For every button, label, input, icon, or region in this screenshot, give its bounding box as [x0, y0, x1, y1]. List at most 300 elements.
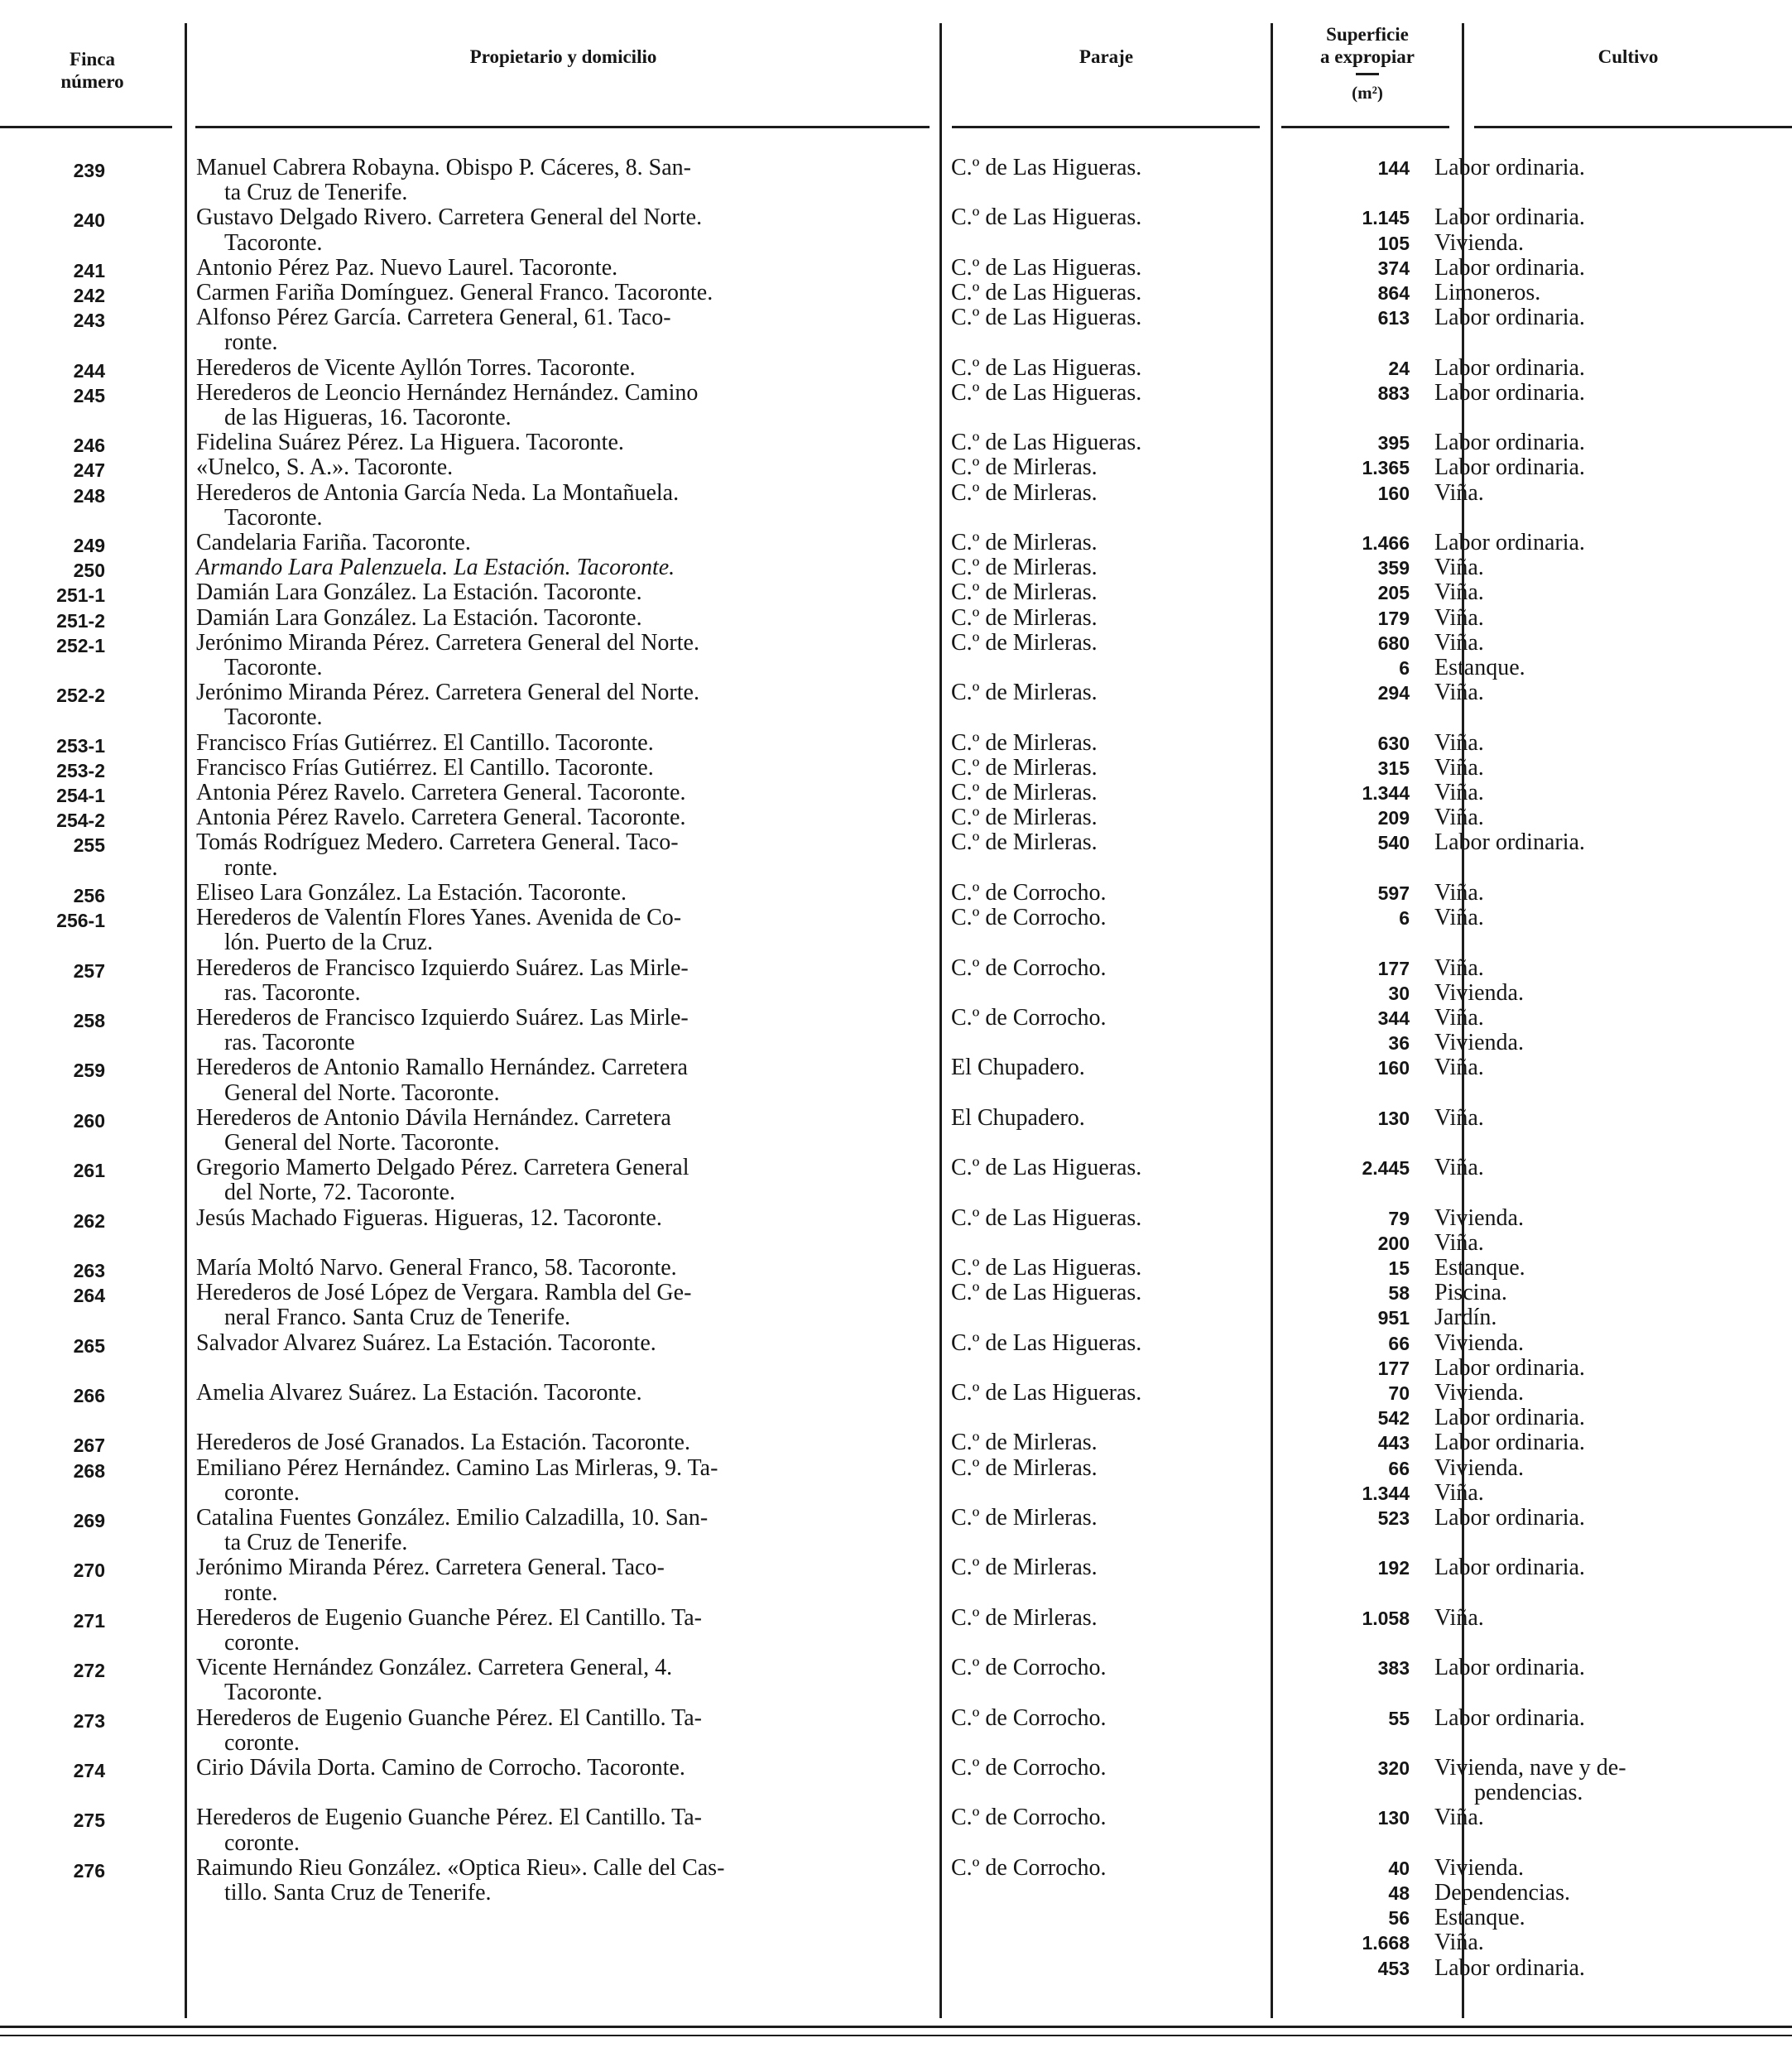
- owner-address: [186, 455, 939, 480]
- paraje: El Chupadero.: [951, 1055, 1085, 1081]
- owner-address: [186, 281, 939, 305]
- paraje: C.º de Las Higueras.: [951, 379, 1142, 406]
- finca-number: 256: [73, 884, 105, 906]
- owner-address: [186, 205, 939, 255]
- cultivo: [1420, 1106, 1792, 1156]
- cultivo: [1420, 731, 1792, 756]
- finca-number: 254-1: [56, 785, 105, 807]
- bottom-rule-bottom: [0, 2035, 1792, 2036]
- cultivo: [1420, 430, 1792, 455]
- owner-line: Francisco Frías Gutiérrez. El Cantillo. Tacoronte.: [196, 729, 654, 756]
- cultivo-value: Vivienda.: [1434, 1329, 1524, 1356]
- superficie-value: 1.466: [1362, 532, 1410, 555]
- cultivo-value: Labor ordinaria.: [1434, 1954, 1585, 1981]
- header-cultivo-label: Cultivo: [1597, 46, 1659, 67]
- owner-line: Tacoronte.: [224, 704, 323, 731]
- paraje: El Chupadero.: [951, 1104, 1085, 1131]
- table-row: [0, 481, 1792, 531]
- expropiation-table: [0, 156, 1792, 1981]
- table-row: [0, 1456, 1792, 1506]
- cultivo: [1420, 381, 1792, 430]
- cultivo: [1420, 305, 1792, 355]
- superficie: [1271, 881, 1420, 906]
- paraje: C.º de Mirleras.: [951, 729, 1098, 756]
- owner-line: Herederos de Antonia García Neda. La Montañuela.: [196, 479, 680, 506]
- superficie-value: 630: [1377, 732, 1410, 754]
- table-row: [0, 205, 1792, 255]
- owner-line: Candelaria Fariña. Tacoronte.: [196, 530, 471, 556]
- owner-line: Cirio Dávila Dorta. Camino de Corrocho. Tacoronte.: [196, 1755, 685, 1781]
- superficie: [1271, 631, 1420, 680]
- owner-address: [186, 1606, 939, 1656]
- superficie-value: 883: [1377, 382, 1410, 404]
- cultivo: [1420, 1456, 1792, 1506]
- superficie-value: 30: [1388, 982, 1410, 1004]
- owner-address: [186, 531, 939, 555]
- finca-number: 271: [73, 1609, 105, 1632]
- cultivo-value: Labor ordinaria.: [1434, 1405, 1585, 1431]
- cultivo-value: Labor ordinaria.: [1434, 379, 1585, 406]
- superficie: [1271, 1256, 1420, 1281]
- cultivo: [1420, 756, 1792, 781]
- finca-number: 242: [73, 285, 105, 307]
- cultivo-value: Viña.: [1434, 1004, 1484, 1031]
- owner-line: Antonia Pérez Ravelo. Carretera General. Tacoronte.: [196, 780, 686, 806]
- finca-number: 260: [73, 1109, 105, 1132]
- owner-address: [186, 956, 939, 1006]
- superficie-value: 105: [1377, 232, 1410, 254]
- superficie: [1271, 1756, 1420, 1805]
- finca-number: 253-2: [56, 759, 105, 781]
- owner-address: [186, 1430, 939, 1455]
- finca-number: 246: [73, 435, 105, 457]
- table-row: [0, 580, 1792, 605]
- cultivo: [1420, 455, 1792, 480]
- cultivo: [1420, 156, 1792, 205]
- paraje: C.º de Mirleras.: [951, 780, 1098, 806]
- cultivo-value: Viña.: [1434, 1104, 1484, 1131]
- cultivo-value: Vivienda.: [1434, 1454, 1524, 1481]
- cultivo-value: Labor ordinaria.: [1434, 155, 1585, 180]
- cultivo-value: Piscina.: [1434, 1280, 1507, 1306]
- superficie-value: 395: [1377, 432, 1410, 454]
- cultivo: [1420, 356, 1792, 381]
- header-superficie-dash: [1356, 73, 1379, 75]
- cultivo: [1420, 881, 1792, 906]
- cultivo: [1420, 680, 1792, 730]
- owner-line: Salvador Alvarez Suárez. La Estación. Tacoronte.: [196, 1329, 656, 1356]
- cultivo: [1420, 781, 1792, 805]
- table-row: [0, 1706, 1792, 1756]
- finca-number: 248: [73, 484, 105, 507]
- paraje: C.º de Mirleras.: [951, 530, 1098, 556]
- table-row: [0, 956, 1792, 1006]
- owner-line: Antonia Pérez Ravelo. Carretera General. Tacoronte.: [196, 805, 686, 831]
- header-rule-superficie: [1281, 126, 1449, 128]
- superficie-value: 177: [1377, 957, 1410, 979]
- owner-line: Jesús Machado Figueras. Higueras, 12. Tacoronte.: [196, 1204, 662, 1231]
- cultivo: [1420, 1805, 1792, 1855]
- owner-line: Gregorio Mamerto Delgado Pérez. Carretera General: [196, 1155, 689, 1181]
- superficie: [1271, 356, 1420, 381]
- cultivo-value: Estanque.: [1434, 1905, 1525, 1931]
- cultivo-value: Vivienda.: [1434, 229, 1524, 256]
- cultivo-value: Jardín.: [1434, 1305, 1497, 1331]
- superficie-value: 1.145: [1362, 207, 1410, 229]
- owner-address: [186, 256, 939, 281]
- table-row: [0, 1256, 1792, 1281]
- owner-address: [186, 756, 939, 781]
- cultivo: [1420, 1256, 1792, 1281]
- superficie: [1271, 1331, 1420, 1381]
- owner-line: General del Norte. Tacoronte.: [224, 1129, 500, 1156]
- superficie-value: 864: [1377, 282, 1410, 305]
- paraje: C.º de Mirleras.: [951, 829, 1098, 856]
- superficie: [1271, 1055, 1420, 1105]
- superficie: [1271, 481, 1420, 531]
- owner-address: [186, 305, 939, 355]
- cultivo: [1420, 1856, 1792, 1981]
- cultivo-value: Labor ordinaria.: [1434, 1555, 1585, 1581]
- cultivo-value: Vivienda.: [1434, 1204, 1524, 1231]
- cultivo-value: Viña.: [1434, 1155, 1484, 1181]
- owner-line: María Moltó Narvo. General Franco, 58. Tacoronte.: [196, 1254, 677, 1281]
- superficie: [1271, 731, 1420, 756]
- cultivo-value: Estanque.: [1434, 655, 1525, 681]
- cultivo: [1420, 1506, 1792, 1555]
- table-row: [0, 1856, 1792, 1981]
- cultivo: [1420, 580, 1792, 605]
- paraje: C.º de Corrocho.: [951, 1655, 1107, 1681]
- owner-address: [186, 555, 939, 580]
- table-row: [0, 1156, 1792, 1205]
- paraje: C.º de Mirleras.: [951, 555, 1098, 581]
- table-row: [0, 1055, 1792, 1105]
- superficie-value: 130: [1377, 1807, 1410, 1829]
- cultivo-value: Viña.: [1434, 680, 1484, 706]
- table-row: [0, 1281, 1792, 1330]
- owner-line: Manuel Cabrera Robayna. Obispo P. Cáceres, 8. San-: [196, 155, 691, 180]
- table-row: [0, 531, 1792, 555]
- superficie-value: 344: [1377, 1007, 1410, 1029]
- owner-line: Tomás Rodríguez Medero. Carretera General. Taco-: [196, 829, 679, 856]
- paraje: C.º de Mirleras.: [951, 629, 1098, 656]
- owner-address: [186, 1856, 939, 1981]
- finca-number: 251-1: [56, 584, 105, 607]
- owner-address: [186, 781, 939, 805]
- cultivo-value: Viña.: [1434, 905, 1484, 931]
- cultivo-value: Labor ordinaria.: [1434, 1354, 1585, 1381]
- superficie: [1271, 580, 1420, 605]
- superficie-value: 359: [1377, 557, 1410, 579]
- header-rule-finca: [0, 126, 172, 128]
- paraje: C.º de Las Higueras.: [951, 1254, 1142, 1281]
- owner-line: tillo. Santa Cruz de Tenerife.: [224, 1880, 492, 1906]
- table-row: [0, 281, 1792, 305]
- paraje: C.º de Las Higueras.: [951, 254, 1142, 281]
- owner-address: [186, 680, 939, 730]
- owner-address: [186, 580, 939, 605]
- superficie: [1271, 1430, 1420, 1455]
- cultivo-value: Vivienda, nave y de-: [1434, 1755, 1626, 1781]
- owner-line: Damián Lara González. La Estación. Tacoronte.: [196, 579, 642, 606]
- cultivo-value: Estanque.: [1434, 1254, 1525, 1281]
- paraje: C.º de Mirleras.: [951, 754, 1098, 781]
- finca-number: 239: [73, 160, 105, 181]
- table-row: [0, 781, 1792, 805]
- owner-address: [186, 381, 939, 430]
- superficie-value: 315: [1377, 757, 1410, 779]
- paraje: C.º de Corrocho.: [951, 1805, 1107, 1831]
- superficie: [1271, 1156, 1420, 1205]
- owner-address: [186, 830, 939, 880]
- paraje: C.º de Mirleras.: [951, 1555, 1098, 1581]
- owner-line: Herederos de José Granados. La Estación. Tacoronte.: [196, 1430, 690, 1456]
- superficie: [1271, 1555, 1420, 1605]
- finca-number: 249: [73, 535, 105, 557]
- cultivo-value: Viña.: [1434, 954, 1484, 981]
- finca-number: 245: [73, 384, 105, 406]
- owner-address: [186, 1256, 939, 1281]
- table-row: [0, 1606, 1792, 1656]
- superficie-value: 130: [1377, 1107, 1410, 1129]
- cultivo-value: Viña.: [1434, 729, 1484, 756]
- superficie: [1271, 1805, 1420, 1855]
- cultivo: [1420, 631, 1792, 680]
- superficie-value: 597: [1377, 882, 1410, 904]
- superficie-value: 66: [1388, 1332, 1410, 1354]
- cultivo-value: Viña.: [1434, 579, 1484, 606]
- header-rule-paraje: [952, 126, 1260, 128]
- table-row: [0, 906, 1792, 955]
- owner-address: [186, 1331, 939, 1381]
- table-row: [0, 381, 1792, 430]
- table-row: [0, 1331, 1792, 1381]
- owner-line: Eliseo Lara González. La Estación. Tacoronte.: [196, 879, 627, 906]
- cultivo: [1420, 606, 1792, 631]
- cultivo-value: Vivienda.: [1434, 1379, 1524, 1406]
- cultivo-value: Vivienda.: [1434, 1854, 1524, 1881]
- owner-line: «Unelco, S. A.». Tacoronte.: [196, 454, 454, 481]
- cultivo: [1420, 906, 1792, 955]
- superficie-value: 200: [1377, 1232, 1410, 1254]
- finca-number: 261: [73, 1160, 105, 1182]
- paraje: C.º de Las Higueras.: [951, 1329, 1142, 1356]
- cultivo-value: Labor ordinaria.: [1434, 430, 1585, 456]
- cultivo: [1420, 1281, 1792, 1330]
- paraje: C.º de Las Higueras.: [951, 1155, 1142, 1181]
- superficie-value: 453: [1377, 1957, 1410, 1979]
- superficie-value: 160: [1377, 1057, 1410, 1079]
- superficie: [1271, 680, 1420, 730]
- owner-line: Jerónimo Miranda Pérez. Carretera General. Taco-: [196, 1555, 665, 1581]
- owner-address: [186, 731, 939, 756]
- table-row: [0, 555, 1792, 580]
- cultivo-value: Viña.: [1434, 1805, 1484, 1831]
- superficie-value: 542: [1377, 1407, 1410, 1430]
- superficie: [1271, 455, 1420, 480]
- finca-number: 269: [73, 1509, 105, 1531]
- owner-line: Herederos de Eugenio Guanche Pérez. El Cantillo. Ta-: [196, 1604, 702, 1631]
- cultivo-value: Viña.: [1434, 629, 1484, 656]
- superficie-value: 374: [1377, 257, 1410, 279]
- paraje: C.º de Las Higueras.: [951, 1280, 1142, 1306]
- owner-address: [186, 1756, 939, 1805]
- cultivo: [1420, 805, 1792, 830]
- owner-line: coronte.: [224, 1829, 300, 1856]
- cultivo-value: Labor ordinaria.: [1434, 1430, 1585, 1456]
- cultivo-value: Labor ordinaria.: [1434, 254, 1585, 281]
- owner-line: Jerónimo Miranda Pérez. Carretera General del Norte.: [196, 629, 699, 656]
- finca-number: 254-2: [56, 810, 105, 832]
- cultivo: [1420, 555, 1792, 580]
- superficie: [1271, 781, 1420, 805]
- cultivo-value: Labor ordinaria.: [1434, 204, 1585, 231]
- cultivo: [1420, 1606, 1792, 1656]
- cultivo-value: Limoneros.: [1434, 280, 1541, 306]
- table-row: [0, 881, 1792, 906]
- header-finca-line2: número: [60, 71, 124, 92]
- superficie-value: 6: [1399, 907, 1410, 930]
- owner-line: Alfonso Pérez García. Carretera General, 61. Taco-: [196, 305, 671, 331]
- finca-number: 247: [73, 459, 105, 482]
- paraje: C.º de Mirleras.: [951, 805, 1098, 831]
- table-row: [0, 631, 1792, 680]
- cultivo: [1420, 531, 1792, 555]
- superficie-value: 160: [1377, 482, 1410, 504]
- owner-line: Francisco Frías Gutiérrez. El Cantillo. Tacoronte.: [196, 754, 654, 781]
- table-row: [0, 756, 1792, 781]
- superficie-value: 48: [1388, 1882, 1410, 1905]
- owner-line: General del Norte. Tacoronte.: [224, 1079, 500, 1106]
- finca-number: 263: [73, 1259, 105, 1281]
- paraje: C.º de Mirleras.: [951, 680, 1098, 706]
- paraje: C.º de Corrocho.: [951, 954, 1107, 981]
- paraje: C.º de Las Higueras.: [951, 1379, 1142, 1406]
- superficie-value: 523: [1377, 1507, 1410, 1529]
- table-row: [0, 805, 1792, 830]
- superficie-value: 1.058: [1362, 1607, 1410, 1629]
- superficie-value: 1.344: [1362, 782, 1410, 805]
- superficie-value: 66: [1388, 1457, 1410, 1479]
- owner-address: [186, 1206, 939, 1256]
- table-row: [0, 1805, 1792, 1855]
- owner-line: ronte.: [224, 329, 278, 356]
- superficie: [1271, 1281, 1420, 1330]
- superficie: [1271, 281, 1420, 305]
- paraje: C.º de Mirleras.: [951, 579, 1098, 606]
- owner-address: [186, 1506, 939, 1555]
- finca-number: 252-1: [56, 634, 105, 656]
- owner-line: Carmen Fariña Domínguez. General Franco. Tacoronte.: [196, 280, 713, 306]
- owner-line: lón. Puerto de la Cruz.: [224, 930, 433, 956]
- superficie-value: 56: [1388, 1907, 1410, 1930]
- table-row: [0, 731, 1792, 756]
- cultivo: [1420, 205, 1792, 255]
- paraje: C.º de Corrocho.: [951, 1755, 1107, 1781]
- superficie-value: 40: [1388, 1857, 1410, 1879]
- paraje: C.º de Las Higueras.: [951, 1204, 1142, 1231]
- superficie: [1271, 1206, 1420, 1256]
- finca-number: 273: [73, 1709, 105, 1732]
- table-row: [0, 606, 1792, 631]
- owner-address: [186, 156, 939, 205]
- paraje: C.º de Mirleras.: [951, 1430, 1098, 1456]
- owner-line: del Norte, 72. Tacoronte.: [224, 1180, 455, 1206]
- paraje: C.º de Corrocho.: [951, 879, 1107, 906]
- cultivo-value: Labor ordinaria.: [1434, 1655, 1585, 1681]
- cultivo-value: Labor ordinaria.: [1434, 1504, 1585, 1531]
- finca-number: 266: [73, 1384, 105, 1406]
- table-row: [0, 256, 1792, 281]
- finca-number: 276: [73, 1859, 105, 1882]
- header-propietario-label: Propietario y domicilio: [469, 46, 657, 67]
- cultivo-value: Viña.: [1434, 555, 1484, 581]
- finca-number: 240: [73, 209, 105, 232]
- superficie-value: 58: [1388, 1282, 1410, 1305]
- owner-address: [186, 1106, 939, 1156]
- cultivo: [1420, 1656, 1792, 1705]
- owner-line: Fidelina Suárez Pérez. La Higuera. Tacoronte.: [196, 430, 624, 456]
- superficie-value: 1.668: [1362, 1932, 1410, 1954]
- header-finca: [0, 48, 185, 93]
- table-row: [0, 305, 1792, 355]
- owner-line: ras. Tacoronte: [224, 1030, 355, 1056]
- cultivo-value: Viña.: [1434, 754, 1484, 781]
- superficie-value: 36: [1388, 1032, 1410, 1055]
- owner-address: [186, 631, 939, 680]
- owner-line: Herederos de Antonio Ramallo Hernández. Carretera: [196, 1055, 688, 1081]
- owner-line: Herederos de Leoncio Hernández Hernández. Camino: [196, 379, 699, 406]
- owner-address: [186, 1805, 939, 1855]
- owner-line: Herederos de Valentín Flores Yanes. Avenida de Co-: [196, 905, 682, 931]
- owner-line: ta Cruz de Tenerife.: [224, 180, 408, 206]
- header-paraje: [942, 46, 1271, 68]
- owner-address: [186, 356, 939, 381]
- owner-line: Herederos de Eugenio Guanche Pérez. El Cantillo. Ta-: [196, 1704, 702, 1731]
- owner-address: [186, 1055, 939, 1105]
- paraje: C.º de Las Higueras.: [951, 305, 1142, 331]
- superficie: [1271, 1656, 1420, 1705]
- superficie: [1271, 1006, 1420, 1055]
- paraje: C.º de Corrocho.: [951, 1004, 1107, 1031]
- owner-address: [186, 1006, 939, 1055]
- paraje: C.º de Las Higueras.: [951, 430, 1142, 456]
- cultivo-value: Viña.: [1434, 1055, 1484, 1081]
- table-row: [0, 1381, 1792, 1430]
- owner-line: Vicente Hernández González. Carretera General, 4.: [196, 1655, 673, 1681]
- owner-line: Herederos de José López de Vergara. Rambla del Ge-: [196, 1280, 692, 1306]
- owner-address: [186, 1555, 939, 1605]
- cultivo: [1420, 1206, 1792, 1256]
- cultivo-value: Viña.: [1434, 604, 1484, 631]
- finca-number: 258: [73, 1009, 105, 1031]
- table-row: [0, 1106, 1792, 1156]
- table-row: [0, 1006, 1792, 1055]
- superficie-value: 15: [1388, 1257, 1410, 1279]
- superficie: [1271, 531, 1420, 555]
- owner-line: Gustavo Delgado Rivero. Carretera General del Norte.: [196, 204, 703, 231]
- finca-number: 250: [73, 560, 105, 582]
- finca-number: 274: [73, 1760, 105, 1781]
- superficie: [1271, 1456, 1420, 1506]
- superficie-value: 70: [1388, 1382, 1410, 1404]
- finca-number: 241: [73, 259, 105, 281]
- superficie-value: 1.365: [1362, 457, 1410, 479]
- table-row: [0, 356, 1792, 381]
- superficie: [1271, 805, 1420, 830]
- owner-line: Herederos de Antonio Dávila Hernández. Carretera: [196, 1104, 671, 1131]
